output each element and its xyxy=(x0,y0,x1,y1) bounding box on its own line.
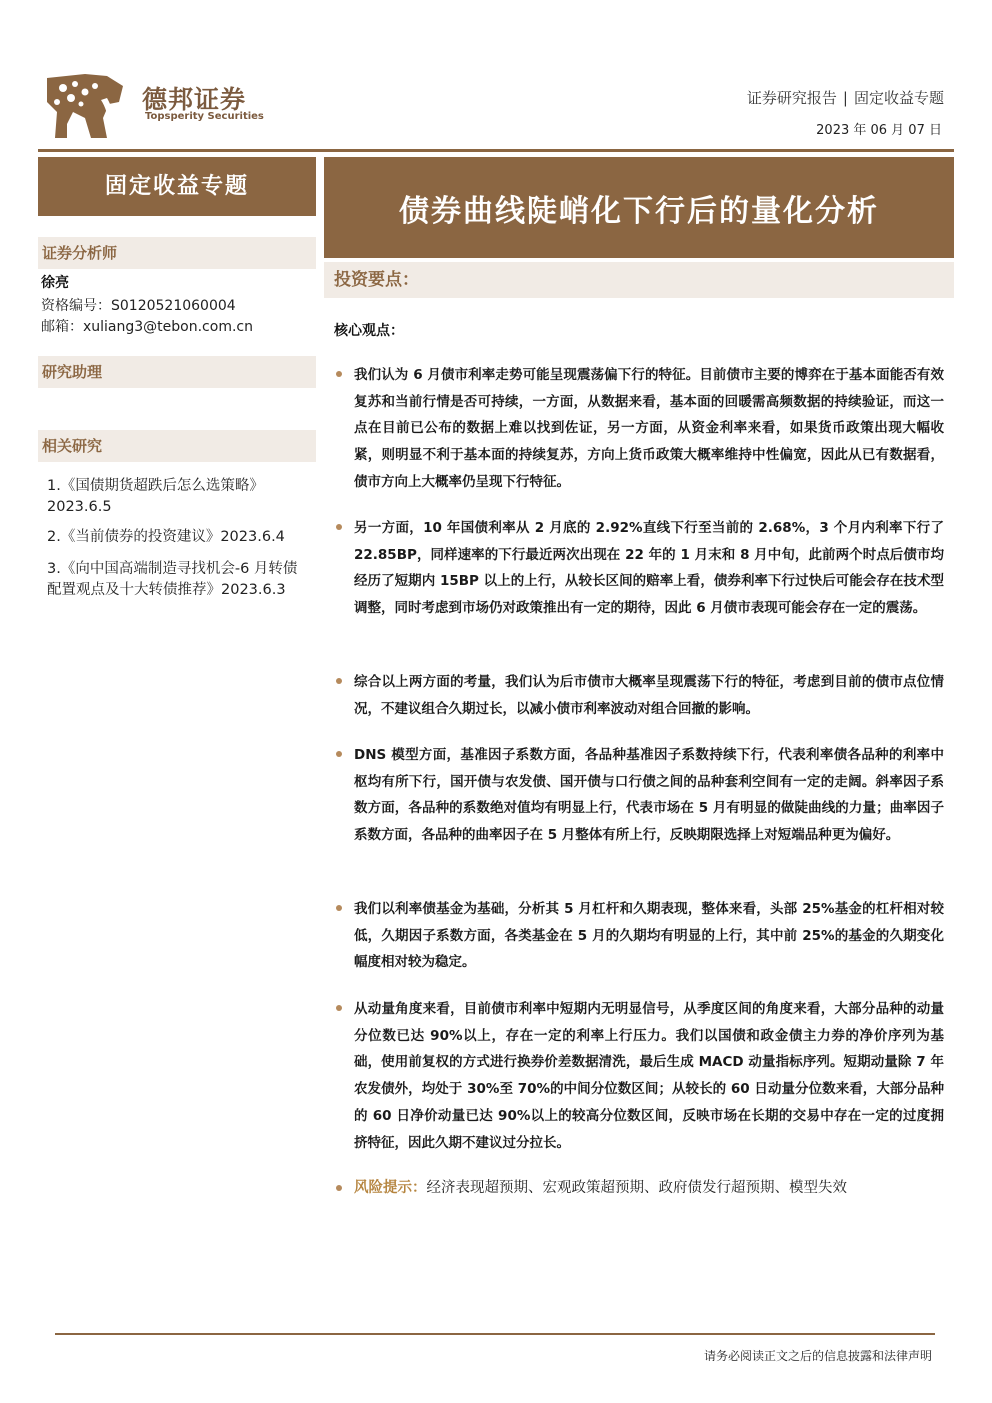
section-heading: 投资要点： xyxy=(324,262,954,298)
footer-divider xyxy=(55,1333,935,1335)
list-item xyxy=(336,669,944,722)
category-separator: | xyxy=(842,89,848,107)
bullet-text: 我们以利率债基金为基础，分析其 5 月杠杆和久期表现，整体来看，头部 25%基金的杠杆相对较低，久期因子系数方面，各类基金在 5 月的久期均有明显的上行，其中前 25%的基金的久期变化幅度相对较为稳定。 xyxy=(354,901,944,971)
list-item xyxy=(336,362,944,496)
list-item xyxy=(336,896,944,976)
analyst-name: 徐亮 xyxy=(41,275,69,291)
report-category xyxy=(747,87,944,108)
bullet-icon xyxy=(336,1005,342,1011)
brand-name-cn: 德邦证券 xyxy=(142,85,247,114)
bullet-text: 综合以上两方面的考量，我们认为后市债市大概率呈现震荡下行的特征，考虑到目前的债市点位情况，不建议组合久期过长，以减小债市利率波动对组合回撤的影响。 xyxy=(354,674,944,717)
bullet-text: DNS 模型方面，基准因子系数方面，各品种基准因子系数持续下行，代表利率债各品种的利率中枢均有所下行，国开债与农发债、国开债与口行债之间的品种套利空间有一定的走阔。斜率因子系数方面，各品种的系数绝对值均有明显上行，代表市场在 5 月有明显的做陡曲线的力量；曲率因子系数方面，各品种的曲率因子在 5 月整体有所上行，反映期限选择上对短端品种更为偏好。 xyxy=(354,747,944,844)
core-label: 核心观点： xyxy=(334,323,404,339)
header-divider xyxy=(38,149,954,152)
list-item xyxy=(336,996,944,1156)
analyst-heading: 证券分析师 xyxy=(38,237,316,269)
analyst-email: 邮箱：xuliang3@tebon.com.cn xyxy=(41,319,253,335)
risk-text: 经济表现超预期、宏观政策超预期、政府债发行超预期、模型失效 xyxy=(426,1180,847,1196)
related-item[interactable]: 1.《国债期货超跌后怎么选策略》2023.6.5 xyxy=(47,478,264,515)
analyst-cert: 资格编号：S0120521060004 xyxy=(41,298,236,314)
bullet-icon xyxy=(336,905,342,911)
bullet-icon xyxy=(336,678,342,684)
bullet-icon xyxy=(336,751,342,757)
sidebar-band-title: 固定收益专题 xyxy=(38,157,316,216)
bullet-text: 从动量角度来看，目前债市利率中短期内无明显信号，从季度区间的角度来看，大部分品种的动量分位数已达 90%以上，存在一定的利率上行压力。我们以国债和政金债主力券的净价序列为基础，使用前复权的方式进行换券价差数据清洗，最后生成 MACD 动量指标序列。短期动量除 7 年农发债外，均处于 30%至 70%的中间分位数区间；从较长的 60 日动量分位数来看，大部分品种的 60 日净价动量已达 90%以上的较高分位数区间，反映市场在长期的交易中存在一定的过度拥挤特征，因此久期不建议过分拉长。 xyxy=(354,1001,944,1151)
list-item xyxy=(336,515,944,622)
subcategory-label: 固定收益专题 xyxy=(853,89,944,107)
bullet-icon xyxy=(336,371,342,377)
related-item[interactable]: 3.《向中国高端制造寻找机会-6 月转债配置观点及十大转债推荐》2023.6.3 xyxy=(47,561,298,598)
bullet-text: 另一方面，10 年国债利率从 2 月底的 2.92%直线下行至当前的 2.68%，3 个月内利率下行了 22.85BP，同样速率的下行最近两次出现在 22 年的 1 月末和 8 月中旬，此前两个时点后债市均经历了短期内 15BP 以上的上行，从较长区间的赔率上看，债券利率下行过快后可能会存在技术型调整，同时考虑到市场仍对政策推出有一定的期待，因此 6 月债市表现可能会存在一定的震荡。 xyxy=(354,520,944,617)
risk-warning xyxy=(336,1176,944,1197)
report-date: 2023 年 06 月 07 日 xyxy=(816,123,942,138)
brand-logo-icon xyxy=(45,72,125,140)
report-title: 债券曲线陡峭化下行后的量化分析 xyxy=(324,157,954,258)
related-heading: 相关研究 xyxy=(38,430,316,462)
bullet-icon xyxy=(336,524,342,530)
list-item xyxy=(336,742,944,849)
category-label: 证券研究报告 xyxy=(746,89,837,107)
bullet-icon xyxy=(336,1185,342,1191)
bullet-text: 我们认为 6 月债市利率走势可能呈现震荡偏下行的特征。目前债市主要的博弈在于基本面能否有效复苏和当前行情是否可持续，一方面，从数据来看，基本面的回暖需高频数据的持续验证，而这一点在目前已公布的数据上难以找到佐证，另一方面，从资金利率来看，如果货币政策出现大幅收紧，则明显不利于基本面的持续复苏，方向上货币政策大概率维持中性偏宽，因此从已有数据看，债市方向上大概率仍呈现下行特征。 xyxy=(354,367,944,490)
footer-disclaimer[interactable]: 请务必阅读正文之后的信息披露和法律声明 xyxy=(703,1349,932,1363)
assistant-heading: 研究助理 xyxy=(38,356,316,388)
risk-label: 风险提示： xyxy=(354,1180,427,1196)
brand-name-en: Topsperity Securities xyxy=(145,111,264,122)
related-item[interactable]: 2.《当前债券的投资建议》2023.6.4 xyxy=(47,529,285,545)
